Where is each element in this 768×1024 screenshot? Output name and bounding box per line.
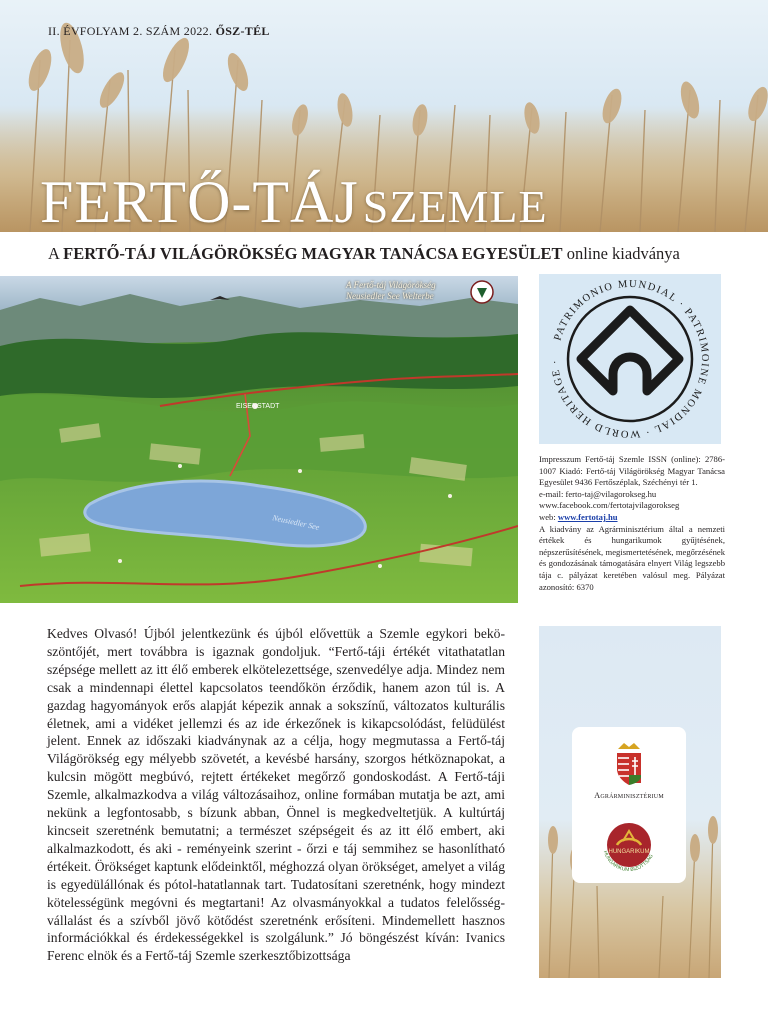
impressum-web-prefix: web: — [539, 511, 558, 522]
map-illustration — [0, 276, 518, 603]
impressum-web — [539, 512, 725, 524]
sponsor-logo-panel — [539, 626, 721, 978]
impressum — [539, 454, 725, 593]
hungarikum-ring-text: HUNGARIKUM BIZOTTSÁG — [601, 850, 655, 874]
impressum-support: A kiadvány az Agrárminisztérium által a nemzeti értékek és hungarikumok gyűjtésének, népszerűsítésének, megismertetésének, megőrzésének és gondozásának támogatására elnyert Világ legszebb tája c. pályázat keretében valósul meg. Pályázat azonosító: 6370 — [539, 523, 725, 592]
hungarian-coat-of-arms-icon — [614, 743, 644, 787]
impressum-email: e-mail: ferto-taj@vilagorokseg.hu — [539, 488, 657, 499]
issue-season: ŐSZ-TÉL — [215, 24, 270, 38]
sponsor-logo-card — [572, 727, 686, 883]
publisher-prefix: A — [48, 244, 64, 263]
map-title-line2: Neusiedler See Welterbe — [346, 291, 434, 301]
publisher-line — [48, 244, 680, 264]
map-town-label: EISENSTADT — [236, 403, 280, 410]
map-title-line1: A Fertő-táj Világörökség — [346, 280, 436, 290]
map-title-label — [346, 280, 460, 302]
editorial-text — [47, 625, 505, 965]
header-photo — [0, 0, 768, 232]
website-link[interactable]: www.fertotaj.hu — [557, 511, 618, 522]
masthead — [40, 168, 548, 232]
impressum-publisher: Impresszum Fertő-táj Szemle ISSN (online): 2786-1007 Kiadó: Fertő-táj Világörökség Magyar Tanácsa Egyesület 9436 Fertőszéplak, Széchényi tér 1. — [539, 454, 725, 488]
masthead-title: FERTŐ-TÁJ — [40, 169, 359, 232]
landscape-map — [0, 276, 518, 603]
hungarikum-logo-icon — [599, 815, 659, 875]
issue-number: II. ÉVFOLYAM 2. SZÁM 2022. — [48, 24, 216, 38]
agrarminiszterium-label: Agrárminisztérium — [594, 791, 664, 800]
impressum-facebook: www.facebook.com/fertotajvilagorokseg — [539, 500, 680, 511]
hungarikum-center-text: HUNGARIKUM — [608, 849, 650, 855]
masthead-subtitle: SZEMLE — [362, 181, 548, 232]
map-lake-label: Neusiedler See — [271, 513, 321, 532]
publisher-name: FERTŐ-TÁJ VILÁGÖRÖKSÉG MAGYAR TANÁCSA EGYESÜLET — [63, 244, 563, 263]
world-heritage-panel — [539, 274, 721, 444]
world-heritage-emblem-icon — [539, 274, 721, 444]
publisher-suffix: online kiadványa — [562, 244, 680, 263]
issue-line — [48, 24, 270, 39]
world-heritage-ring-text: PATRIMONIO MUNDIAL · PATRIMOINE MONDIAL · WORLD HERITAGE · — [549, 278, 711, 440]
editorial-paragraph: Kedves Olvasó! Újból jelentkezünk és újból elővettük a Szemle egykori beköszöntőjét, mert továbbra is igaznak gondoljuk. “Fertő-táji értékét vitathatatlan szépsége mellett az itt élő emberek elkötelezettsége, szenvedélye adja. Mindez nem csak a mindennapi élettel kapcsolatos teendőkön érződik, hanem azon túl is. A gazdag hagyományok erős alapját képezik annak a sokszínű, változatos kulturális életnek, ami a vidéket jellemzi és az ide érkezőnek is kikapcsolódást, felüdülést jelent. Ennek az időszaki kiadványnak az a célja, hogy megmutassa a Fertő-táj Világörökség egy mélyebb szövetét, a kevésbé harsány, szorgos hétköznapokat, a kulcsin mögött megbúvó, rejtett értékeket megőrző gondoskodást. A Fertő-táji Szemle, alkalmazkodva a világ változásaihoz, online formában mutatja be azt, ami nekünk a legfontosabb, s bízunk abban, Önnel is megkedveltetjük. A kultúrtáj kincseit szeretnénk bemutatni; a természet szépségeit és az itt élő embert, aki alkalmazkodott, és aki - reményeink szerint - őrzi e táj semmihez se hasonlítható értékeit. Örökséget kaptunk elődeinktől, méghozzá olyan örökséget, amelyet a világ is egyedülállónak és pótol-hatatlannak tart. Tudatosítani szeretnénk, hogy mindezt kötelességünk megóvni és megtartani! Az olvasmányokkal a tudatos felelősség-vállalást és a szívből jövő kötődést szeretnénk erősíteni. Mindemellett hasznos információkkal és érdekességekkel is szolgálunk.” Jó böngészést kíván: Ivanics Ferenc elnök és a Fertő-táj Szemle szerkesztőbizottsága — [47, 626, 505, 964]
